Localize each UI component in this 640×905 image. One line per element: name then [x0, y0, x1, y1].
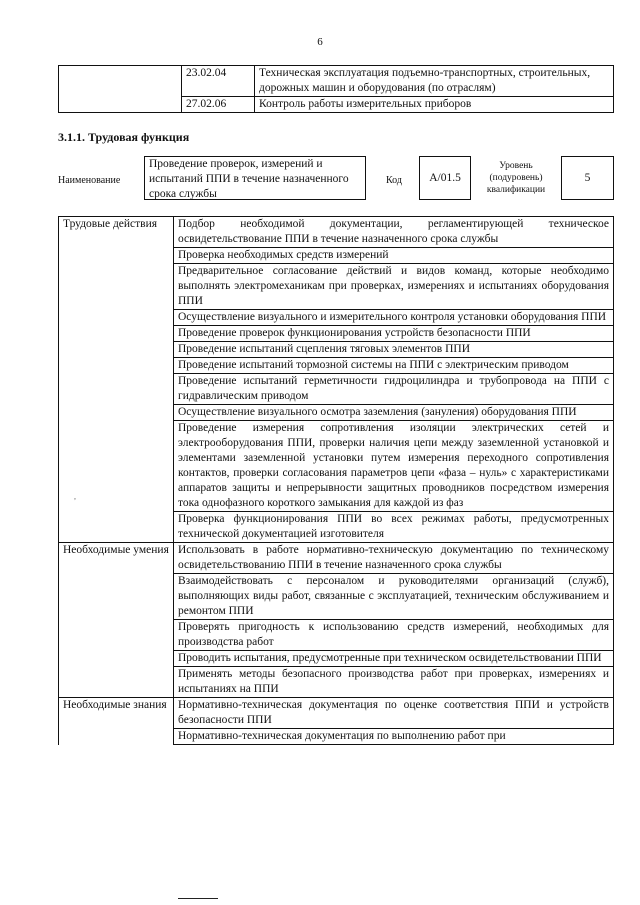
- labor-function-table: [58, 216, 614, 745]
- section-title: 3.1.1. Трудовая функция: [58, 130, 190, 144]
- name-label: Наименование: [58, 175, 121, 186]
- code-cell: 23.02.04: [182, 66, 255, 97]
- item-cell: Проведение испытаний тормозной системы на ППИ с электрическим приводом: [174, 358, 614, 374]
- table-row: [59, 405, 614, 421]
- table-row: [59, 374, 614, 405]
- section-label-cell: [59, 651, 174, 667]
- item-cell: Нормативно-техническая документация по оценке соответствия ППИ и устройств безопасности ППИ: [174, 698, 614, 729]
- scan-mark: ,: [74, 492, 76, 501]
- section-label-cell: [59, 326, 174, 342]
- item-cell: Осуществление визуального осмотра заземления (зануления) оборудования ППИ: [174, 405, 614, 421]
- name-cell: Контроль работы измерительных приборов: [255, 97, 614, 113]
- item-cell: Предварительное согласование действий и видов команд, которые необходимо выполнять электромеханикам при проверках, измерениях и испытаниях оборудования ППИ: [174, 264, 614, 310]
- code-box: А/01.5: [419, 156, 471, 200]
- blank-cell: [59, 66, 182, 113]
- table-row: [59, 729, 614, 745]
- table-row: [59, 667, 614, 698]
- table-row: [59, 512, 614, 543]
- qualification-codes-table: [58, 65, 614, 113]
- item-cell: Проведение проверок функционирования устройств безопасности ППИ: [174, 326, 614, 342]
- table-row: [59, 248, 614, 264]
- table-row: [59, 574, 614, 620]
- bottom-rule: [178, 898, 218, 899]
- section-label-cell: [59, 310, 174, 326]
- table-row: [59, 342, 614, 358]
- item-cell: Взаимодействовать с персоналом и руководителями организаций (служб), выполняющих виды работ, связанные с эксплуатацией, техническим обслуживанием и ремонтом ППИ: [174, 574, 614, 620]
- section-label-cell: Необходимые умения: [59, 543, 174, 574]
- section-label-cell: [59, 264, 174, 310]
- name-cell: Техническая эксплуатация подъемно-транспортных, строительных, дорожных машин и оборудования (по отраслям): [255, 66, 614, 97]
- table-row: [59, 310, 614, 326]
- item-cell: Проверять пригодность к использованию средств измерений, необходимых для производства работ: [174, 620, 614, 651]
- table-row: [59, 358, 614, 374]
- section-label-cell: [59, 512, 174, 543]
- item-cell: Осуществление визуального и измерительного контроля установки оборудования ППИ: [174, 310, 614, 326]
- section-label-cell: [59, 358, 174, 374]
- code-label: Код: [386, 175, 402, 186]
- level-label: Уровень (подуровень) квалификации: [486, 161, 546, 195]
- function-name-box: Проведение проверок, измерений и испытаний ППИ в течение назначенного срока службы: [144, 156, 366, 200]
- item-cell: Проведение испытаний сцепления тяговых элементов ППИ: [174, 342, 614, 358]
- table-row: [59, 421, 614, 512]
- section-label-cell: [59, 729, 174, 745]
- section-label-cell: [59, 342, 174, 358]
- section-label-cell: Трудовые действия: [59, 217, 174, 248]
- table-row: [59, 66, 614, 97]
- section-label-cell: [59, 620, 174, 651]
- table-row: [59, 264, 614, 310]
- item-cell: Проведение испытаний герметичности гидроцилиндра и трубопровода на ППИ с гидравлическим приводом: [174, 374, 614, 405]
- table-row: [59, 651, 614, 667]
- table-row: [59, 698, 614, 729]
- item-cell: Проводить испытания, предусмотренные при техническом освидетельствовании ППИ: [174, 651, 614, 667]
- section-label-cell: [59, 667, 174, 698]
- item-cell: Проверка функционирования ППИ во всех режимах работы, предусмотренных технической документацией изготовителя: [174, 512, 614, 543]
- item-cell: Проведение измерения сопротивления изоляции электрических сетей и электрооборудования ППИ, проверки наличия цепи между заземленной установкой и элементами заземленной установки путем измерения переходного сопротивления контактов, проверки согласования параметров цепи «фаза – нуль» с характеристиками аппаратов защиты и непрерывности защитных проводников посредством измерения тока однофазного короткого замыкания для каждой из фаз: [174, 421, 614, 512]
- item-cell: Проверка необходимых средств измерений: [174, 248, 614, 264]
- page-number: 6: [317, 36, 323, 48]
- table-row: [59, 620, 614, 651]
- section-label-cell: [59, 574, 174, 620]
- item-cell: Применять методы безопасного производства работ при проверках, измерениях и испытаниях на ППИ: [174, 667, 614, 698]
- section-label-cell: [59, 405, 174, 421]
- table-row: [59, 326, 614, 342]
- code-cell: 27.02.06: [182, 97, 255, 113]
- section-label-cell: Необходимые знания: [59, 698, 174, 729]
- item-cell: Использовать в работе нормативно-техническую документацию по техническому освидетельствованию ППИ в течение назначенного срока службы: [174, 543, 614, 574]
- level-box: 5: [561, 156, 614, 200]
- item-cell: Нормативно-техническая документация по выполнению работ при: [174, 729, 614, 745]
- table-row: [59, 217, 614, 248]
- section-label-cell: [59, 374, 174, 405]
- section-label-cell: [59, 248, 174, 264]
- table-row: [59, 543, 614, 574]
- item-cell: Подбор необходимой документации, регламентирующей техническое освидетельствование ППИ в течение назначенного срока службы: [174, 217, 614, 248]
